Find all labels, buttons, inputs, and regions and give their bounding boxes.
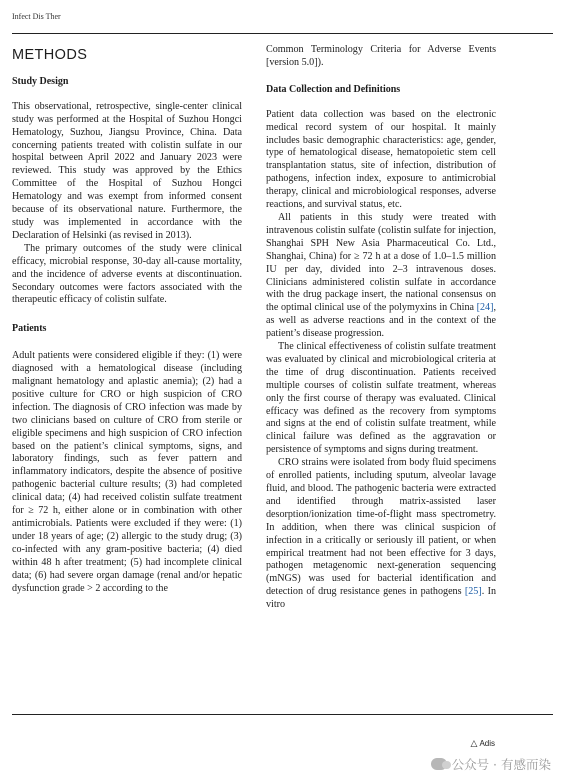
data-paragraph-2-text-a: All patients in this study were treated with intravenous colistin sulfate (colistin sulfate for injection, Shanghai SPH New Asia Pharmaceutical Co. Ltd., Shanghai, China) for ≥ 72 h at a dose of 1.0–1.5 million IU per day, divided into 2–3 intravenous doses. Clinicians administered colistin sulfate in accordance with the drug package insert, the national consensus on the optimal clinical use of the polymyxins in China	[266, 211, 496, 314]
data-paragraph-4-text-b: . In vitro	[266, 586, 496, 611]
running-head: Infect Dis Ther	[12, 12, 61, 21]
publisher-name: Adis	[479, 739, 495, 748]
data-paragraph-3: The clinical effectiveness of colistin sulfate treatment was evaluated by clinical and microbiological criteria at the time of drug discontinuation. Patients received multiple courses of colistin sulfate treatment, whereas only the first course of therapy was evaluated. Clinical efficacy was defined as the recovery from symptoms and signs at the end of colistin sulfate treatment, while clinical failure was defined as the aggravation or persistence of symptoms and signs during treatment.	[266, 341, 496, 456]
study-design-paragraph-2: The primary outcomes of the study were clinical efficacy, microbial response, 30-day all-cause mortality, and the incidence of adverse events at discontinuation. Secondary outcomes were factors associated with the therapeutic efficacy of colistin sulfate.	[12, 242, 242, 306]
right-column	[266, 44, 496, 612]
footer-rule	[12, 714, 553, 715]
data-collection-heading: Data Collection and Definitions	[266, 83, 401, 95]
reference-link-24[interactable]: [24]	[476, 302, 494, 314]
data-paragraph-1: Patient data collection was based on the electronic medical record system of our hospital. It mainly includes basic demographic characteristics: age, gender, type of hematological disease, hematopoietic stem cell transplantation status, site of infection, distribution of pathogens, infection index, exposure to antimicrobial therapy, clinical and microbiological responses, adverse reactions, and survival status, etc.	[266, 108, 496, 211]
wechat-icon	[431, 758, 447, 770]
header-rule	[12, 33, 553, 34]
publisher-logo	[471, 738, 495, 749]
continuation-text: Common Terminology Criteria for Adverse Events [version 5.0]).	[266, 44, 496, 68]
watermark-text: 公众号 · 有感而染	[451, 757, 551, 772]
watermark	[431, 755, 551, 773]
data-paragraph-2-text-b: , as well as adverse reactions and in the context of the patient’s disease progression.	[266, 302, 496, 340]
data-paragraph-4-text-a: CRO strains were isolated from body fluid specimens of enrolled patients, including sputum, alveolar lavage fluid, and blood. The pathogenic bacteria were extracted and identified through matrix-assisted laser desorption/ionization time-of-flight mass spectrometry. In addition, when there was clinical suspicion of infection in a critically or seriously ill patient, or when empirical treatment had not been effective for 3 days, pathogen metagenomic next-generation sequencing (mNGS) was used for bacterial identification and detection of drug resistance genes in pathogens	[266, 457, 496, 598]
patients-paragraph-1: Adult patients were considered eligible if they: (1) were diagnosed with a hematological disease (including malignant hematology and aplastic anemia); (2) had a positive culture for CRO or high suspicion of CRO infection. The diagnosis of CRO infection was made by two clinicians based on culture of CRO from sterile or eligible specimens and high suspicion of CRO infection based on the patient’s clinical symptoms, signs, and laboratory findings, such as fever pattern and inflammatory indicators, despite the absence of positive pathogenic bacterial culture results; (3) had completed clinical data; (4) had received colistin sulfate treatment for ≥ 72 h, either alone or in combination with other antimicrobials. Patients were excluded if they were: (1) under 18 years of age; (2) allergic to the study drug; (3) co-infected with any gram-positive bacteria; (4) died within 48 h after treatment; (5) had incomplete clinical data; (6) had severe organ damage (renal and/or hepatic dysfunction grade > 2 according to the	[12, 350, 242, 594]
patients-heading: Patients	[12, 323, 47, 335]
study-design-heading: Study Design	[12, 75, 69, 87]
triangle-icon: △	[470, 738, 478, 748]
study-design-paragraph-1: This observational, retrospective, single-center clinical study was performed at the Hospital of Suzhou Hongci Hematology, Suzhou, Jiangsu Province, China. Data concerning patients treated with colistin sulfate in our hospital between April 2022 and January 2023 were reviewed. This study was approved by the Ethics Committee of the Hospital of Suzhou Hongci Hematology and was exempt from informed consent because of its observational nature. Furthermore, the study was implemented in accordance with the Declaration of Helsinki (as revised in 2013).	[12, 100, 242, 241]
section-title: METHODS	[12, 47, 88, 63]
left-column	[12, 44, 242, 595]
reference-link-25[interactable]: [25]	[464, 586, 482, 598]
data-paragraph-4	[266, 457, 496, 612]
data-paragraph-2	[266, 212, 496, 341]
